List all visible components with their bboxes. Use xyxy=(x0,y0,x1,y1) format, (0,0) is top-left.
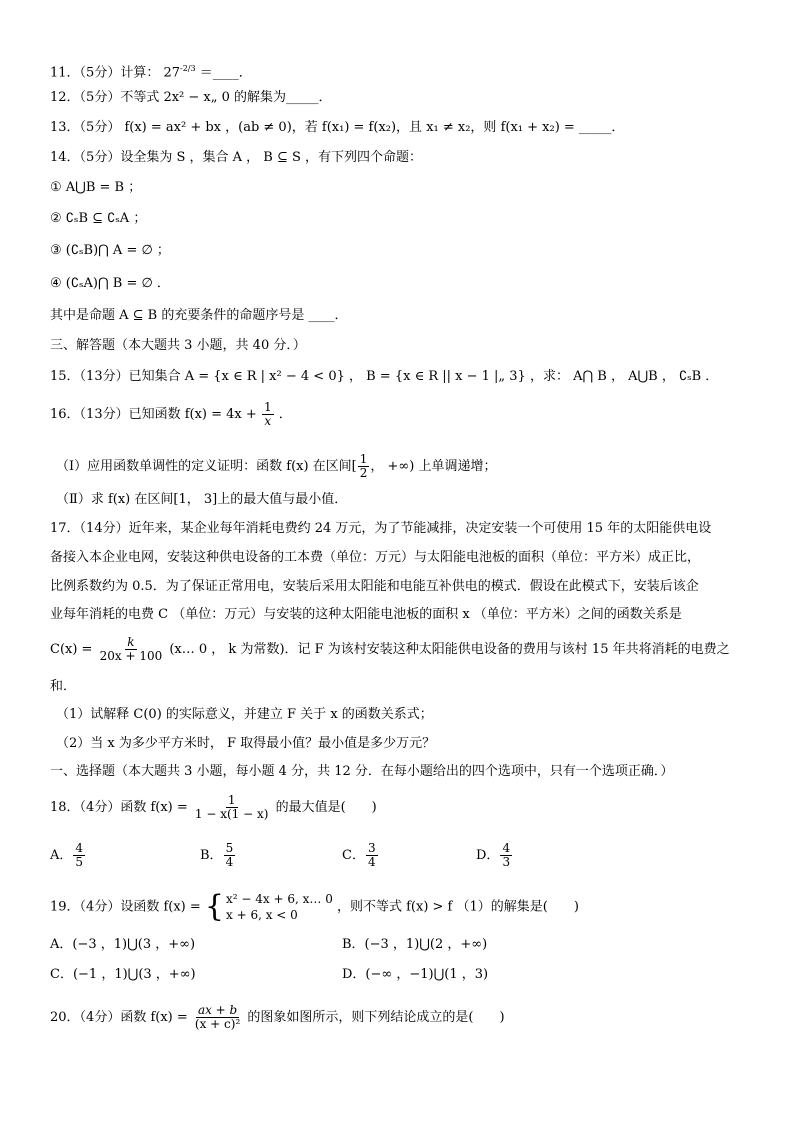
question-12: 12．（5分）不等式 2x² − x„ 0 的解集为_____． xyxy=(50,90,332,105)
q19-tail: ，则不等式 f(x) > f （1）的解集是( ) xyxy=(336,899,579,915)
question-19 xyxy=(50,891,579,923)
q19-case-1: x² − 4x + 6, x… 0 xyxy=(226,892,333,906)
q18-option-a-label: A． xyxy=(50,848,73,863)
q18-option-a-num: 4 xyxy=(75,841,84,855)
q18-option-a-frac xyxy=(73,842,85,869)
question-15: 15．（13分）已知集合 A = {x ∈ R | x² − 4 < 0} ， B = {x ∈ R || x − 1 |„ 3} ，求： A⋂ B ， A⋃B ， ∁ₛB ． xyxy=(50,369,719,384)
q17-formula xyxy=(50,636,730,663)
question-13: 13．（5分） f(x) = ax² + bx ，(ab ≠ 0)，若 f(x₁) = f(x₂)，且 x₁ ≠ x₂，则 f(x₁ + x₂) = _____． xyxy=(50,120,625,135)
q19-option-b[interactable]: B．(−3 ，1)⋃(2 ，+∞) xyxy=(342,937,488,952)
q14-tail: 其中是命题 A ⊆ B 的充要条件的命题序号是 ____． xyxy=(50,308,348,323)
q19-option-c[interactable]: C．(−1 ，1)⋃(3 ，+∞) xyxy=(50,967,196,982)
q14-item-2: ② ∁ₛB ⊆ ∁ₛA ； xyxy=(50,211,147,226)
section-3-title: 三、解答题（本大题共 3 小题，共 40 分．） xyxy=(50,338,306,353)
q17-frac-num: k xyxy=(127,635,135,649)
q18-option-d-num: 4 xyxy=(502,841,511,855)
q16-part1-den: 2 xyxy=(359,466,368,480)
q11-text: 11．（5分）计算： xyxy=(50,65,160,81)
q18-option-c-frac xyxy=(366,842,378,869)
q18-text: 18．（4分）函数 f(x) = xyxy=(50,800,188,815)
q19-brace: { xyxy=(204,889,224,924)
q20-frac-num: ax + b xyxy=(197,1003,238,1017)
q17-line-1: 17．（14分）近年来，某企业每年消耗电费约 24 万元，为了节能减排，决定安装一个可使用 15 年的太阳能供电设 xyxy=(50,521,712,536)
q17-frac-den: 20x + 100 xyxy=(99,649,163,663)
q18-option-d-label: D． xyxy=(476,848,500,863)
q18-option-c-den: 4 xyxy=(367,855,376,869)
question-20 xyxy=(50,1004,505,1031)
q18-fraction xyxy=(193,794,271,821)
q17-line-end: 和． xyxy=(50,679,77,694)
q16-part1-pre: （Ⅰ）应用函数单调性的定义证明：函数 f(x) 在区间[ xyxy=(56,459,357,474)
q18-frac-num: 1 xyxy=(227,793,236,807)
q17-part-2: （2）当 x 为多少平方米时， F 取得最小值？最小值是多少万元？ xyxy=(56,736,436,751)
question-18 xyxy=(50,794,377,821)
question-16 xyxy=(50,401,292,428)
q16-fraction xyxy=(262,401,274,428)
q18-option-a-den: 5 xyxy=(75,855,84,869)
q17-line-4: 业每年消耗的电费 C （单位：万元）与安装的这种太阳能电池板的面积 x （单位：平方米）之间的函数关系是 xyxy=(50,607,682,622)
q20-tail: 的图象如图所示，则下列结论成立的是( ) xyxy=(247,1010,505,1025)
q18-option-b-label: B． xyxy=(200,848,223,863)
q18-option-a[interactable] xyxy=(50,842,86,869)
q16-tail: ． xyxy=(278,407,292,422)
q16-part-1 xyxy=(56,453,496,480)
q20-frac-den: (x + c)² xyxy=(194,1017,241,1031)
q14-item-1: ① A⋃B = B ； xyxy=(50,180,142,195)
q20-fraction xyxy=(193,1004,242,1031)
section-1-title: 一、选择题（本大题共 3 小题，每小题 4 分，共 12 分．在每小题给出的四个选项中，只有一个选项正确．） xyxy=(50,764,674,779)
q18-option-b-num: 5 xyxy=(225,841,234,855)
q18-option-d[interactable] xyxy=(476,842,513,869)
q14-item-4: ④ (∁ₛA)⋂ B = ∅ ． xyxy=(50,276,170,291)
q17-line-2: 备接入本企业电网，安装这种供电设备的工本费（单位：万元）与太阳能电池板的面积（单位：平方米）成正比， xyxy=(50,550,701,565)
q11-expr: 27 xyxy=(163,65,181,81)
q16-frac-num: 1 xyxy=(263,400,272,414)
q11-exponent: -2/3 xyxy=(180,64,196,73)
q17-fraction xyxy=(98,636,165,663)
q19-text: 19．（4分）设函数 f(x) = xyxy=(50,899,201,915)
q19-cases xyxy=(226,891,333,923)
question-11 xyxy=(50,60,252,82)
question-14: 14．（5分）设全集为 S ，集合 A ， B ⊆ S ，有下列四个命题： xyxy=(50,150,423,165)
q20-text: 20．（4分）函数 f(x) = xyxy=(50,1010,188,1025)
q19-option-a[interactable]: A．(−3 ，1)⋃(3 ，+∞) xyxy=(50,937,196,952)
q18-option-d-den: 3 xyxy=(502,855,511,869)
q16-part1-post: ， +∞) 上单调递增； xyxy=(370,459,497,474)
q16-part1-fraction xyxy=(358,453,370,480)
q16-part-2: （Ⅱ）求 f(x) 在区间[1， 3]上的最大值与最小值． xyxy=(56,492,348,507)
q17-part-1: （1）试解释 C(0) 的实际意义，并建立 F 关于 x 的函数关系式； xyxy=(56,707,433,722)
q17-line-3: 比例系数约为 0.5．为了保证正常用电，安装后采用太阳能和电能互补供电的模式．假设在此模式下，安装后该企 xyxy=(50,579,699,594)
q16-text: 16．（13分）已知函数 f(x) = 4x + xyxy=(50,407,257,422)
q18-option-b-frac xyxy=(224,842,236,869)
q16-part1-num: 1 xyxy=(359,452,368,466)
q18-option-c-num: 3 xyxy=(367,841,376,855)
q17-formula-pre: C(x) = xyxy=(50,642,93,657)
q18-option-c[interactable] xyxy=(342,842,379,869)
q14-item-3: ③ (∁ₛB)⋂ A = ∅ ； xyxy=(50,243,170,258)
q18-option-b-den: 4 xyxy=(225,855,234,869)
q18-option-b[interactable] xyxy=(200,842,236,869)
q18-tail: 的最大值是( ) xyxy=(275,800,377,815)
q18-frac-den: 1 − x(1 − x) xyxy=(194,807,269,821)
q17-formula-post: (x… 0 ， k 为常数)．记 F 为该村安装这种太阳能供电设备的费用与该村 15 年共将消耗的电费之 xyxy=(169,642,730,657)
q19-option-d[interactable]: D．(−∞ ，−1)⋃(1 ，3) xyxy=(342,967,489,982)
q11-tail: ＝____． xyxy=(199,65,252,81)
q18-option-c-label: C． xyxy=(342,848,365,863)
q18-option-d-frac xyxy=(500,842,512,869)
q16-frac-den: x xyxy=(264,414,272,428)
q19-case-2: x + 6, x < 0 xyxy=(226,908,298,922)
